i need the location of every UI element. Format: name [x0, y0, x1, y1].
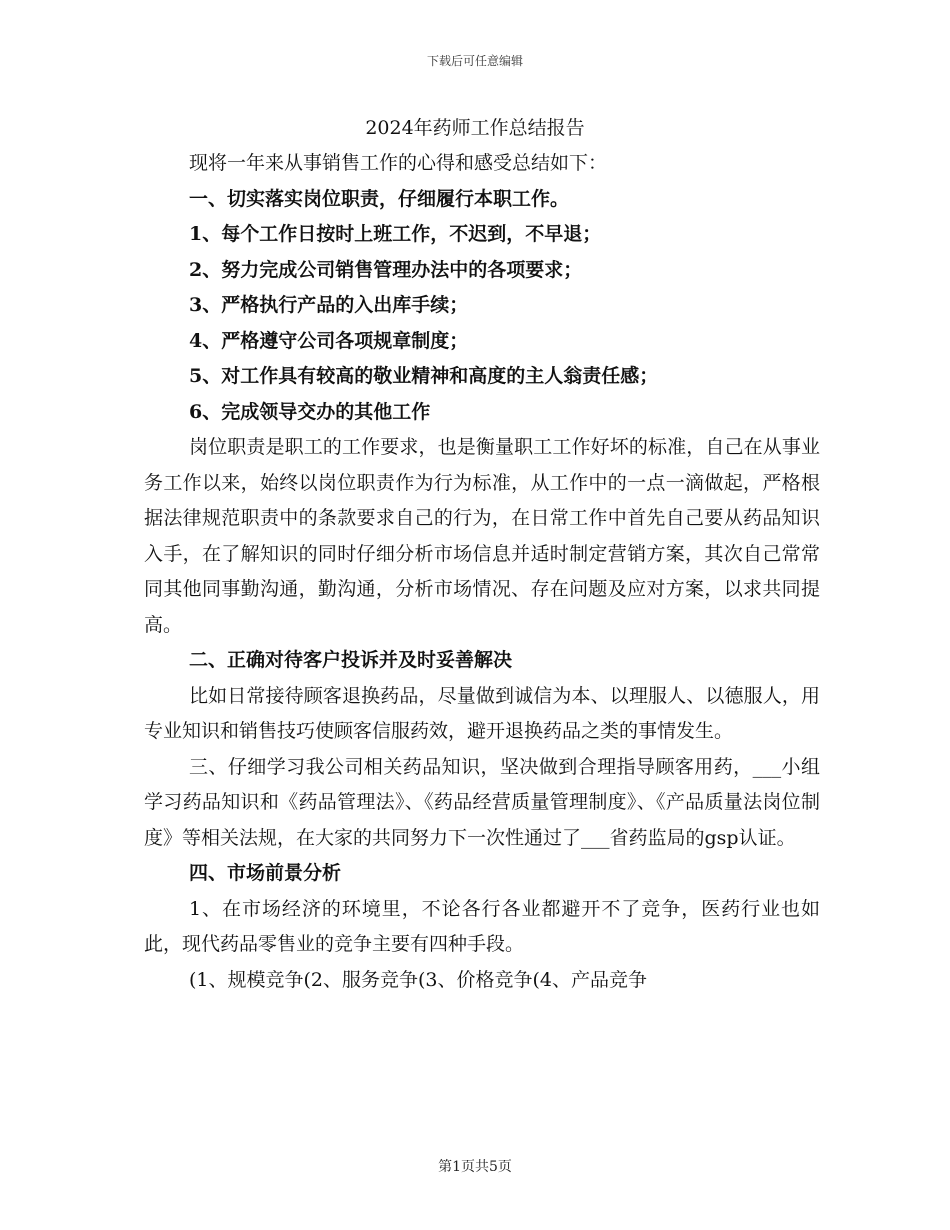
list-item: 1、每个工作日按时上班工作，不迟到，不早退； [189, 223, 602, 245]
section-heading-1: 一、切实落实岗位职责，仔细履行本职工作。 [189, 187, 570, 210]
paragraph-complaints: 比如日常接待顾客退换药品，尽量做到诚信为本、以理服人、以德服人，用专业知识和销售技巧使顾客信服药效，避开退换药品之类的事情发生。 [144, 684, 820, 742]
page-number: 第1页共5页 [438, 1159, 512, 1175]
document-title: 2024年药师工作总结报告 [365, 117, 585, 139]
list-item: 2、努力完成公司销售管理办法中的各项要求； [189, 258, 583, 281]
paragraph-market: 1、在市场经济的环境里，不论各行各业都避开不了竞争，医药行业也如此，现代药品零售业的竞争主要有四种手段。 [144, 897, 820, 955]
section-heading-4: 四、市场前景分析 [189, 862, 342, 884]
header-note: 下载后可任意编辑 [426, 54, 523, 68]
paragraph-study: 三、仔细学习我公司相关药品知识，坚决做到合理指导顾客用药，___小组学习药品知识和《药品管理法》、《药品经营质量管理制度》、《产品质量法岗位制度》等相关法规，在大家的共同努力下一次性通过了___省药监局的gsp认证。 [144, 755, 820, 849]
list-item: 6、完成领导交办的其他工作 [189, 400, 431, 423]
list-item: 4、严格遵守公司各项规章制度； [189, 329, 469, 352]
paragraph-duties: 岗位职责是职工的工作要求，也是衡量职工工作好坏的标准，自己在从事业务工作以来，始终以岗位职责作为行为标准，从工作中的一点一滴做起，严格根据法律规范职责中的条款要求自己的行为，在日常工作中首先自己要从药品知识入手，在了解知识的同时仔细分析市场信息并适时制定营销方案，其次自己常常同其他同事勤沟通，勤沟通，分析市场情况、存在问题及应对方案，以求共同提高。 [144, 436, 820, 636]
list-item: 5、对工作具有较高的敬业精神和高度的主人翁责任感； [189, 365, 659, 387]
list-item: 3、严格执行产品的入出库手续； [189, 294, 469, 316]
section-heading-2: 二、正确对待客户投诉并及时妥善解决 [189, 649, 513, 671]
document-body [144, 146, 820, 998]
intro-line: 现将一年来从事销售工作的心得和感受总结如下： [189, 152, 608, 174]
paragraph-competition: (1、规模竞争(2、服务竞争(3、价格竞争(4、产品竞争 [189, 968, 648, 991]
